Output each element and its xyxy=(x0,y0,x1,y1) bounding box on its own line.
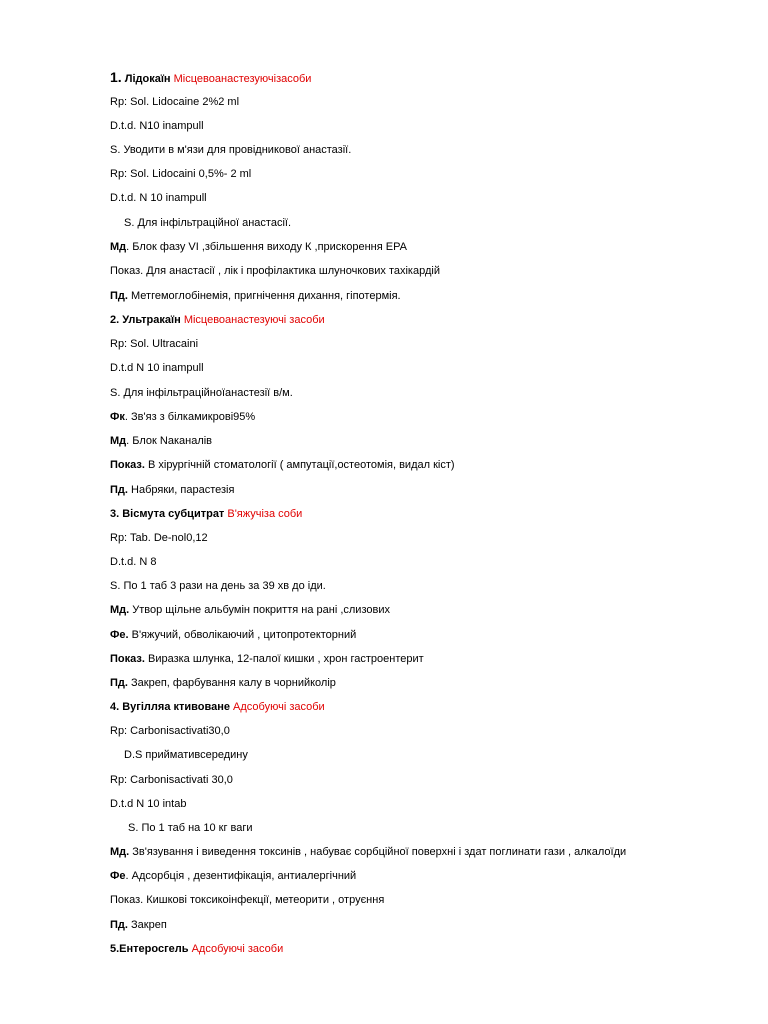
text-line: D.t.d N 10 intab xyxy=(110,798,187,810)
text-line: Rp: Carbonisactivati 30,0 xyxy=(110,774,233,786)
text-line: D.t.d. N10 inampull xyxy=(110,120,204,132)
line-text: . Блок Naканалів xyxy=(126,435,213,447)
drug-class: Адсобуючі засоби xyxy=(233,701,325,713)
line-label: Показ. xyxy=(110,459,145,471)
heading-enterosgel xyxy=(110,942,283,956)
drug-title: 4. Вугілляа ктивоване xyxy=(110,701,234,713)
drug-title: 5.Ентеросгель xyxy=(110,943,192,955)
drug-class: В'яжучіза соби xyxy=(227,508,303,520)
text-line: D.S приймативсередину xyxy=(124,749,248,761)
line-text: . Блок фазу VI ,збільшення виходу К ,прискорення ЕРА xyxy=(126,241,408,253)
text-line: Rp: Sol. Ultracaini xyxy=(110,338,199,350)
line-label: Пд. xyxy=(110,919,128,931)
labeled-line xyxy=(110,483,234,497)
line-text: В хірургічній стоматології ( ампутації,остеотомія, видал кіст) xyxy=(144,459,455,471)
text-line: S. По 1 таб 3 рази на день за 39 хв до іди. xyxy=(110,580,326,592)
labeled-line xyxy=(110,289,401,303)
line-text: . Адсорбція , дезентифікація, антиалергічний xyxy=(125,870,357,882)
line-text: Закреп, фарбування калу в чорнийколір xyxy=(127,677,336,689)
line-text: Закреп xyxy=(127,919,167,931)
line-text: . Зв'яз з білкамикрові95% xyxy=(124,411,256,423)
labeled-line xyxy=(110,628,356,642)
line-text: В'яжучий, обволікаючий , цитопротекторний xyxy=(128,629,357,641)
line-text: Метгемоглобінемія, пригнічення дихання, гіпотермія. xyxy=(127,290,401,302)
line-label: Мд xyxy=(110,241,127,253)
drug-title: 2. Ультракаїн xyxy=(110,314,184,326)
line-text: Утвор щільне альбумін покриття на рані ,слизових xyxy=(129,604,390,616)
labeled-line xyxy=(110,676,336,690)
labeled-line xyxy=(110,458,455,472)
text-line: Rp: Sol. Lidocaine 2%2 ml xyxy=(110,96,240,108)
text-line: D.t.d. N 8 xyxy=(110,556,157,568)
line-label: Мд xyxy=(110,435,127,447)
text-line: S. По 1 таб на 10 кг ваги xyxy=(128,822,253,834)
labeled-line xyxy=(110,603,390,617)
line-text: Набряки, парастезія xyxy=(127,484,235,496)
line-text: Зв'язування і виведення токсинів , набуває сорбційної поверхні і здат поглинати гази , алкалоїди xyxy=(129,846,627,858)
labeled-line xyxy=(110,652,424,666)
line-label: Показ. xyxy=(110,653,145,665)
text-line: S. Для інфільтраційної анастасії. xyxy=(124,217,291,229)
line-label: Мд. xyxy=(110,604,130,616)
heading-ultracaine xyxy=(110,313,325,327)
line-label: Фе. xyxy=(110,629,129,641)
heading-bismuth xyxy=(110,507,302,521)
heading-lidocaine xyxy=(110,70,311,86)
item-number: 1. xyxy=(110,69,122,85)
text-line: Показ. Для анастасії , лік і профілактика шлуночкових тахікардій xyxy=(110,265,440,277)
line-label: Пд. xyxy=(110,677,128,689)
drug-title: Лідокаїн xyxy=(121,73,174,85)
text-line: Rp: Sol. Lidocaini 0,5%- 2 ml xyxy=(110,168,252,180)
text-line: Rp: Tab. De-nol0,12 xyxy=(110,532,208,544)
drug-class: Місцевоанастезуючі засоби xyxy=(183,314,325,326)
drug-class: Місцевоанастезуючізасоби xyxy=(173,73,312,85)
labeled-line xyxy=(110,869,356,883)
text-line: S. Для інфільтраційноїанастезії в/м. xyxy=(110,387,293,399)
labeled-line xyxy=(110,410,255,424)
text-line: D.t.d. N 10 inampull xyxy=(110,192,207,204)
text-line: Показ. Кишкові токсикоінфекції, метеорити , отруєння xyxy=(110,894,385,906)
labeled-line xyxy=(110,845,626,859)
text-line: D.t.d N 10 inampull xyxy=(110,362,204,374)
drug-title: 3. Вісмута субцитрат xyxy=(110,508,228,520)
text-line: Rp: Carbonisactivati30,0 xyxy=(110,725,230,737)
line-label: Мд. xyxy=(110,846,130,858)
heading-activated-carbon xyxy=(110,700,325,714)
labeled-line xyxy=(110,434,212,448)
labeled-line xyxy=(110,240,407,254)
text-line: S. Уводити в м'язи для провідникової анастазії. xyxy=(110,144,352,156)
line-label: Пд. xyxy=(110,484,128,496)
line-label: Пд. xyxy=(110,290,128,302)
line-text: Виразка шлунка, 12-палої кишки , хрон гастроентерит xyxy=(144,653,424,665)
line-label: Фк xyxy=(110,411,125,423)
line-label: Фе xyxy=(110,870,126,882)
labeled-line xyxy=(110,918,167,932)
drug-class: Адсобуючі засоби xyxy=(191,943,284,955)
